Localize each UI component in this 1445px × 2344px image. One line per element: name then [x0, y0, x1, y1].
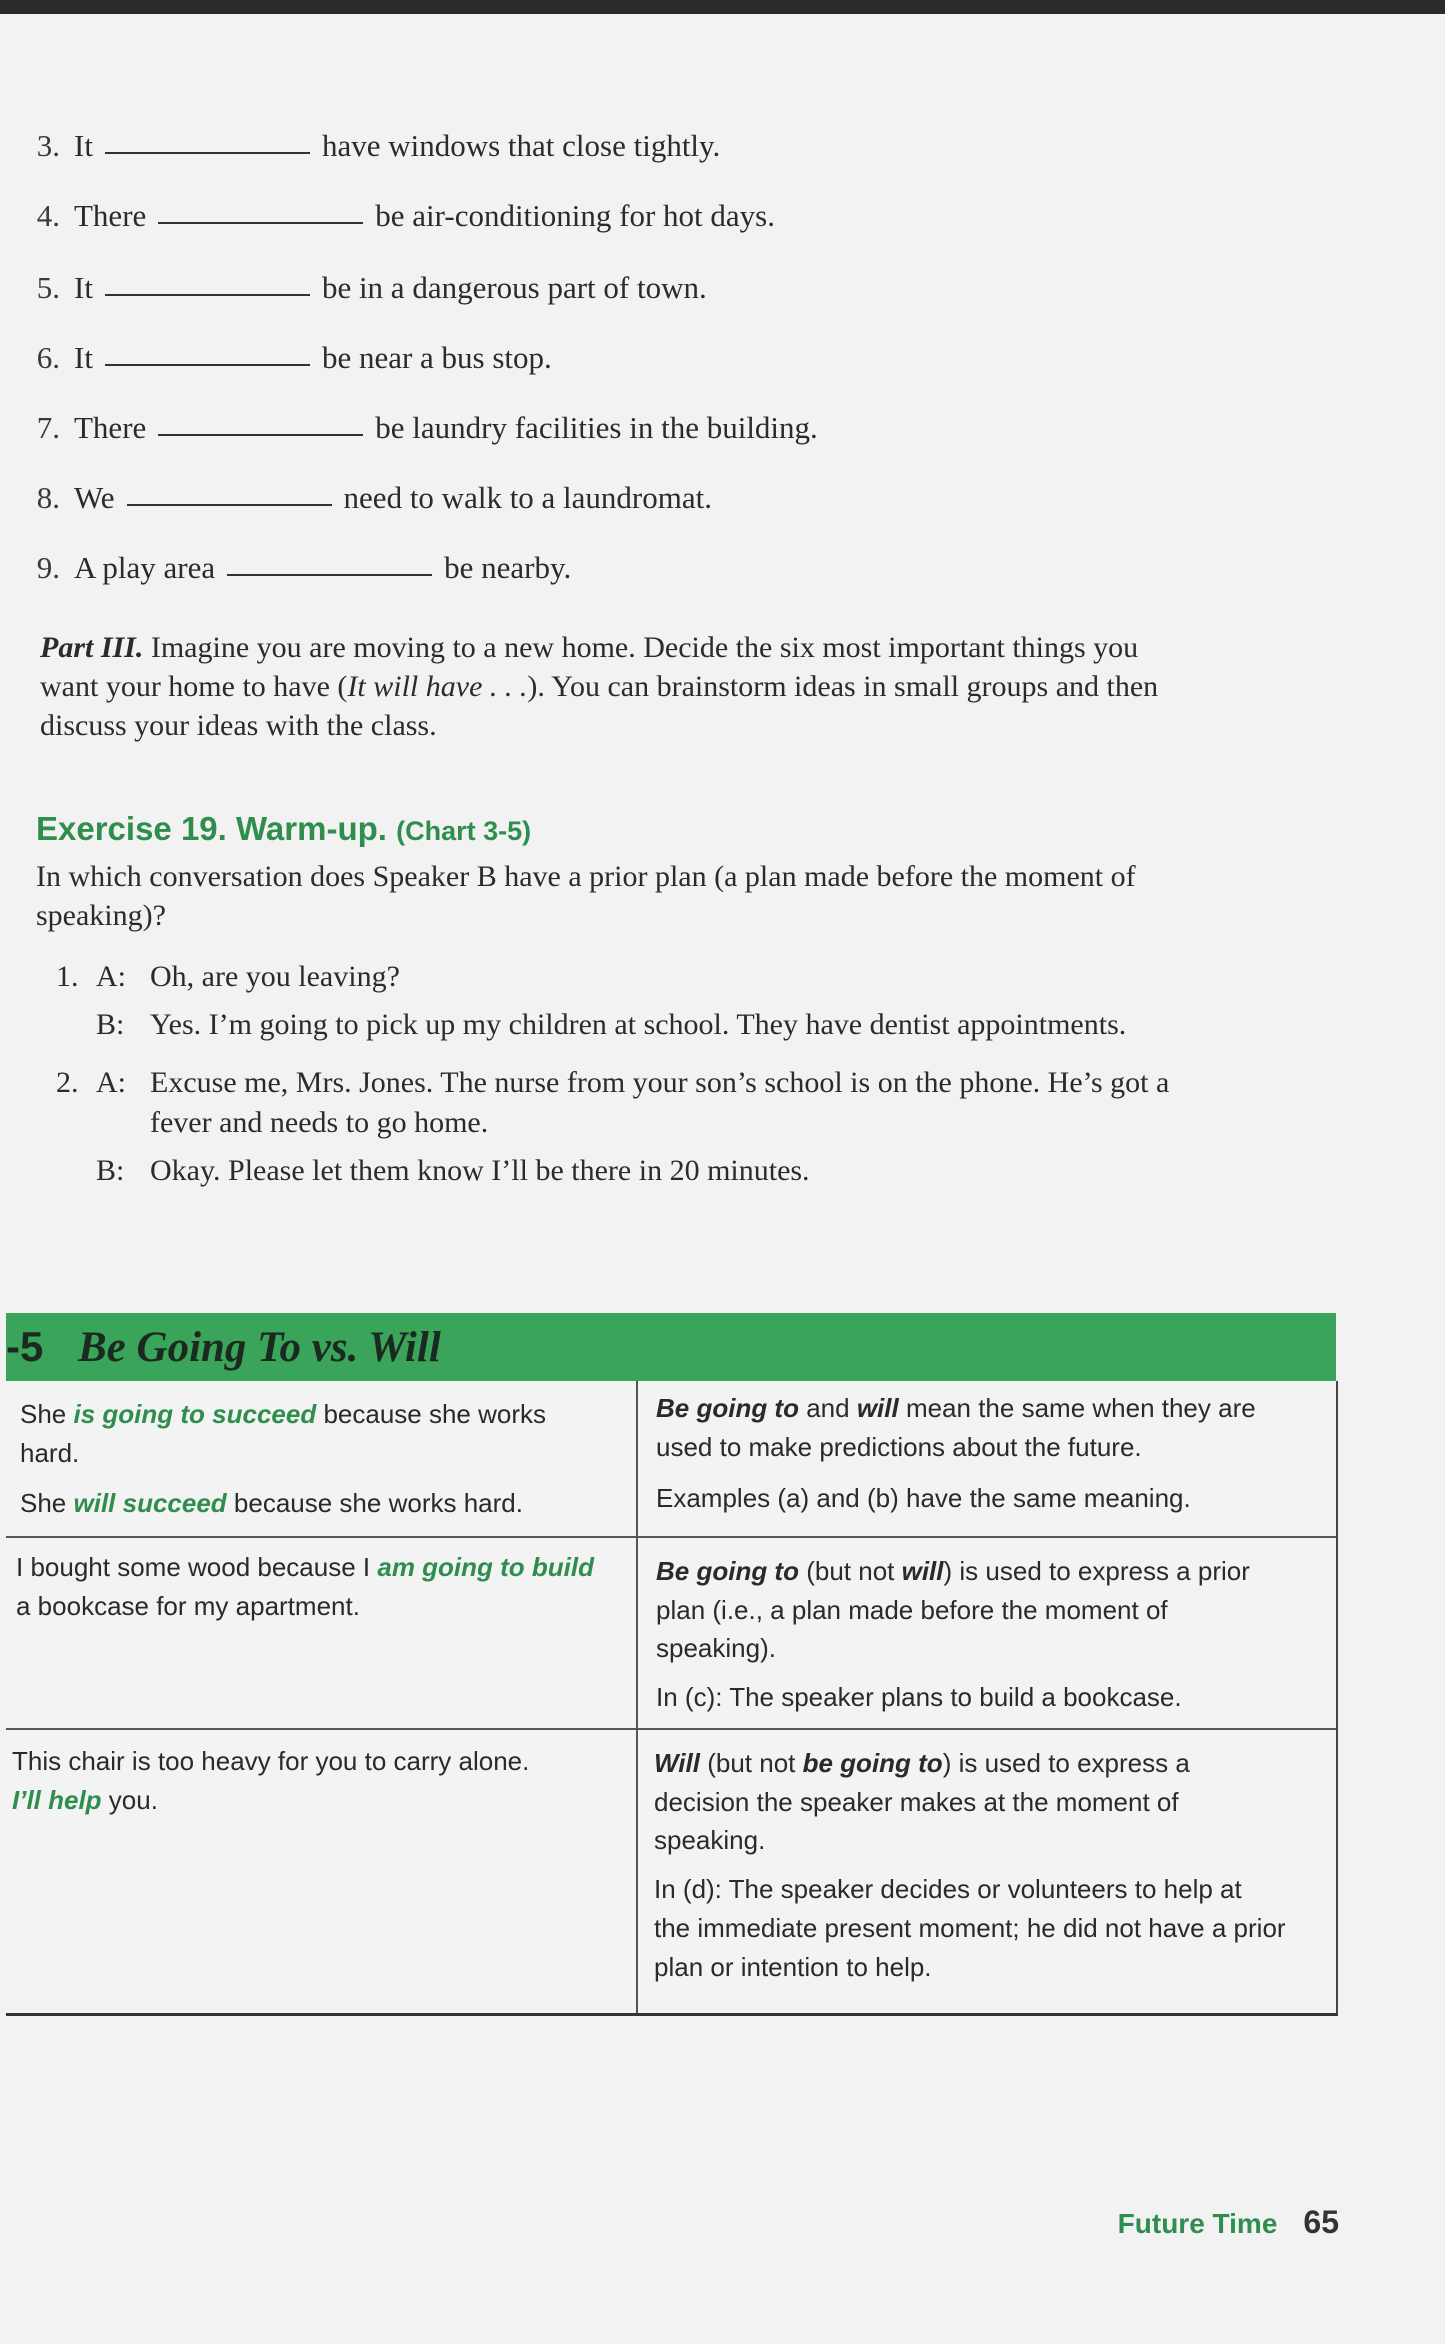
- answer-blank[interactable]: [127, 504, 332, 506]
- example-cell: This chair is too heavy for you to carry alone. I’ll help you.: [6, 1730, 638, 2013]
- explanation-cell: Be going to and will mean the same when they are used to make predictions about the future. Examples (a) and (b) have the same meaning.: [656, 1393, 1256, 1513]
- example-cell: I bought some wood because I am going to build a bookcase for my apartment.: [6, 1538, 638, 1728]
- item-7: 7. There be laundry facilities in the building.: [36, 410, 818, 445]
- conversation-2-b: B: Okay. Please let them know I’ll be there in 20 minutes.: [96, 1154, 810, 1187]
- example-cell: She is going to succeed because she works hard. She will succeed because she works hard.: [6, 1381, 638, 1536]
- chart-reference: (Chart 3-5): [396, 816, 532, 846]
- part3-label: Part III.: [40, 631, 144, 664]
- chart-number: -5: [6, 1323, 44, 1370]
- chart-header: [6, 1313, 1336, 1381]
- item-9: 9. A play area be nearby.: [36, 550, 572, 585]
- chart-row-predictions: [6, 1381, 1336, 1538]
- conversation-2-a-cont: fever and needs to go home.: [150, 1106, 489, 1139]
- exercise-heading: Exercise 19. Warm-up. (Chart 3-5): [36, 810, 532, 847]
- item-6: 6. It be near a bus stop.: [36, 340, 552, 375]
- chart-body: [6, 1381, 1338, 2016]
- chart-row-decision: [6, 1730, 1336, 2013]
- answer-blank[interactable]: [158, 434, 363, 436]
- answer-blank[interactable]: [158, 222, 363, 224]
- part3-instructions: Part III. Imagine you are moving to a new home. Decide the six most important things you want your home to have (It will have . . .). You can brainstorm ideas in small groups and then discuss your ideas with the class.: [40, 631, 1159, 742]
- item-3: 3. It have windows that close tightly.: [36, 128, 721, 163]
- answer-blank[interactable]: [105, 364, 310, 366]
- answer-blank[interactable]: [105, 294, 310, 296]
- answer-blank[interactable]: [105, 152, 310, 154]
- explanation-cell: Be going to (but not will) is used to express a prior plan (i.e., a plan made before the moment of speaking). In (c): The speaker plans to build a bookcase.: [656, 1556, 1250, 1712]
- chart-title: Be Going To vs. Will: [78, 1324, 441, 1371]
- photo-top-edge: [0, 0, 1445, 14]
- conversation-1-a: 1. A: Oh, are you leaving?: [56, 960, 400, 993]
- answer-blank[interactable]: [227, 574, 432, 576]
- section-title: Future Time: [1117, 2208, 1278, 2239]
- conversation-1-b: B: Yes. I’m going to pick up my children at school. They have dentist appointments.: [96, 1008, 1127, 1041]
- page-footer: [1118, 2204, 1339, 2241]
- explanation-cell: Will (but not be going to) is used to express a decision the speaker makes at the moment of speaking. In (d): The speaker decides or volunteers to help at the immediate present moment; he did not have a prior plan or intention to help.: [654, 1748, 1286, 1982]
- grammar-chart: [6, 1313, 1336, 2013]
- item-5: 5. It be in a dangerous part of town.: [36, 270, 707, 305]
- conversation-2-a: 2. A: Excuse me, Mrs. Jones. The nurse from your son’s school is on the phone. He’s got a: [56, 1066, 1170, 1099]
- page-number: 65: [1303, 2204, 1339, 2240]
- item-4: 4. There be air-conditioning for hot days.: [36, 198, 775, 233]
- chart-row-prior-plan: [6, 1538, 1336, 1730]
- exercise-question: In which conversation does Speaker B have a prior plan (a plan made before the moment of speaking)?: [36, 860, 1136, 932]
- item-8: 8. We need to walk to a laundromat.: [36, 480, 712, 515]
